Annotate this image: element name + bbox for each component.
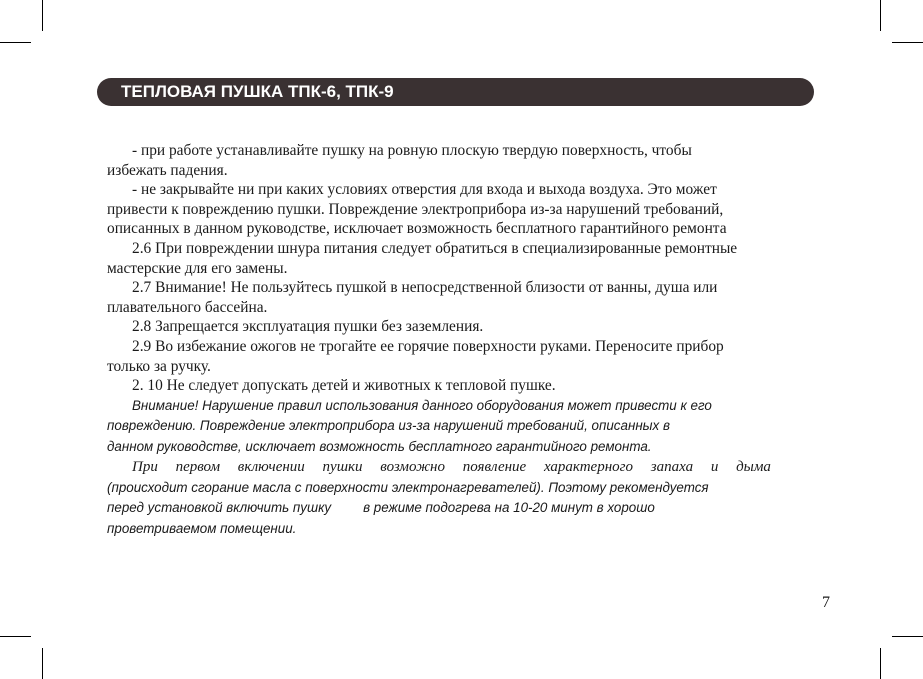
warning-line: данном руководстве, исключает возможность бесплатного гарантийного ремонта. xyxy=(107,438,652,454)
instructions-text xyxy=(107,141,817,539)
first-use-line: При первом включении пушки возможно появление характерного запаха и дыма xyxy=(132,459,771,476)
text-line: мастерские для его замены. xyxy=(107,259,288,277)
text-line: описанных в данном руководстве, исключает возможность бесплатного гарантийного ремонта xyxy=(107,220,727,238)
text-line: плавательного бассейна. xyxy=(107,298,268,316)
first-use-line xyxy=(107,498,817,519)
text-line: только за ручку. xyxy=(107,357,211,375)
page-number: 7 xyxy=(822,594,830,611)
text-line: 2.6 При повреждении шнура питания следует обратиться в специализированные ремонтные xyxy=(132,239,738,257)
first-use-line-part: в режиме подогрева на 10-20 минут в хорошо xyxy=(363,500,655,516)
warning-line: повреждению. Повреждение электроприбора из-за нарушений требований, описанных в xyxy=(107,418,670,434)
crop-mark-bottom-left-h xyxy=(0,636,31,637)
crop-mark-bottom-right-h xyxy=(892,636,923,637)
crop-mark-top-left xyxy=(42,0,43,31)
crop-mark-bottom-left xyxy=(42,648,43,679)
text-line: избежать падения. xyxy=(107,161,228,179)
crop-mark-bottom-right xyxy=(880,648,881,679)
crop-mark-top-left-h xyxy=(0,42,31,43)
crop-mark-top-right-h xyxy=(892,42,923,43)
header-bar xyxy=(97,78,814,106)
text-line: - при работе устанавливайте пушку на ровную плоскую твердую поверхность, чтобы xyxy=(132,142,692,159)
crop-mark-top-right xyxy=(880,0,881,31)
first-use-line: проветриваемом помещении. xyxy=(107,520,297,536)
text-line: привести к повреждению пушки. Повреждение электроприбора из-за нарушений требований, xyxy=(107,200,724,218)
first-use-line: (происходит сгорание масла с поверхности электронагревателей). Поэтому рекомендуется xyxy=(107,479,709,495)
text-line: - не закрывайте ни при каких условиях отверстия для входа и выхода воздуха. Это может xyxy=(132,181,717,199)
first-use-line-part: перед установкой включить пушку xyxy=(107,500,332,516)
text-line: 2.9 Во избежание ожогов не трогайте ее горячие поверхности руками. Переносите прибор xyxy=(132,337,724,355)
warning-line: Внимание! Нарушение правил использования данного оборудования может привести к его xyxy=(132,397,712,413)
text-line: 2.8 Запрещается эксплуатация пушки без заземления. xyxy=(132,318,484,336)
page-title: ТЕПЛОВАЯ ПУШКА ТПК-6, ТПК-9 xyxy=(121,82,394,101)
text-line: 2.7 Внимание! Не пользуйтесь пушкой в непосредственной близости от ванны, душа или xyxy=(132,279,718,297)
text-line: 2. 10 Не следует допускать детей и животных к тепловой пушке. xyxy=(132,377,556,395)
